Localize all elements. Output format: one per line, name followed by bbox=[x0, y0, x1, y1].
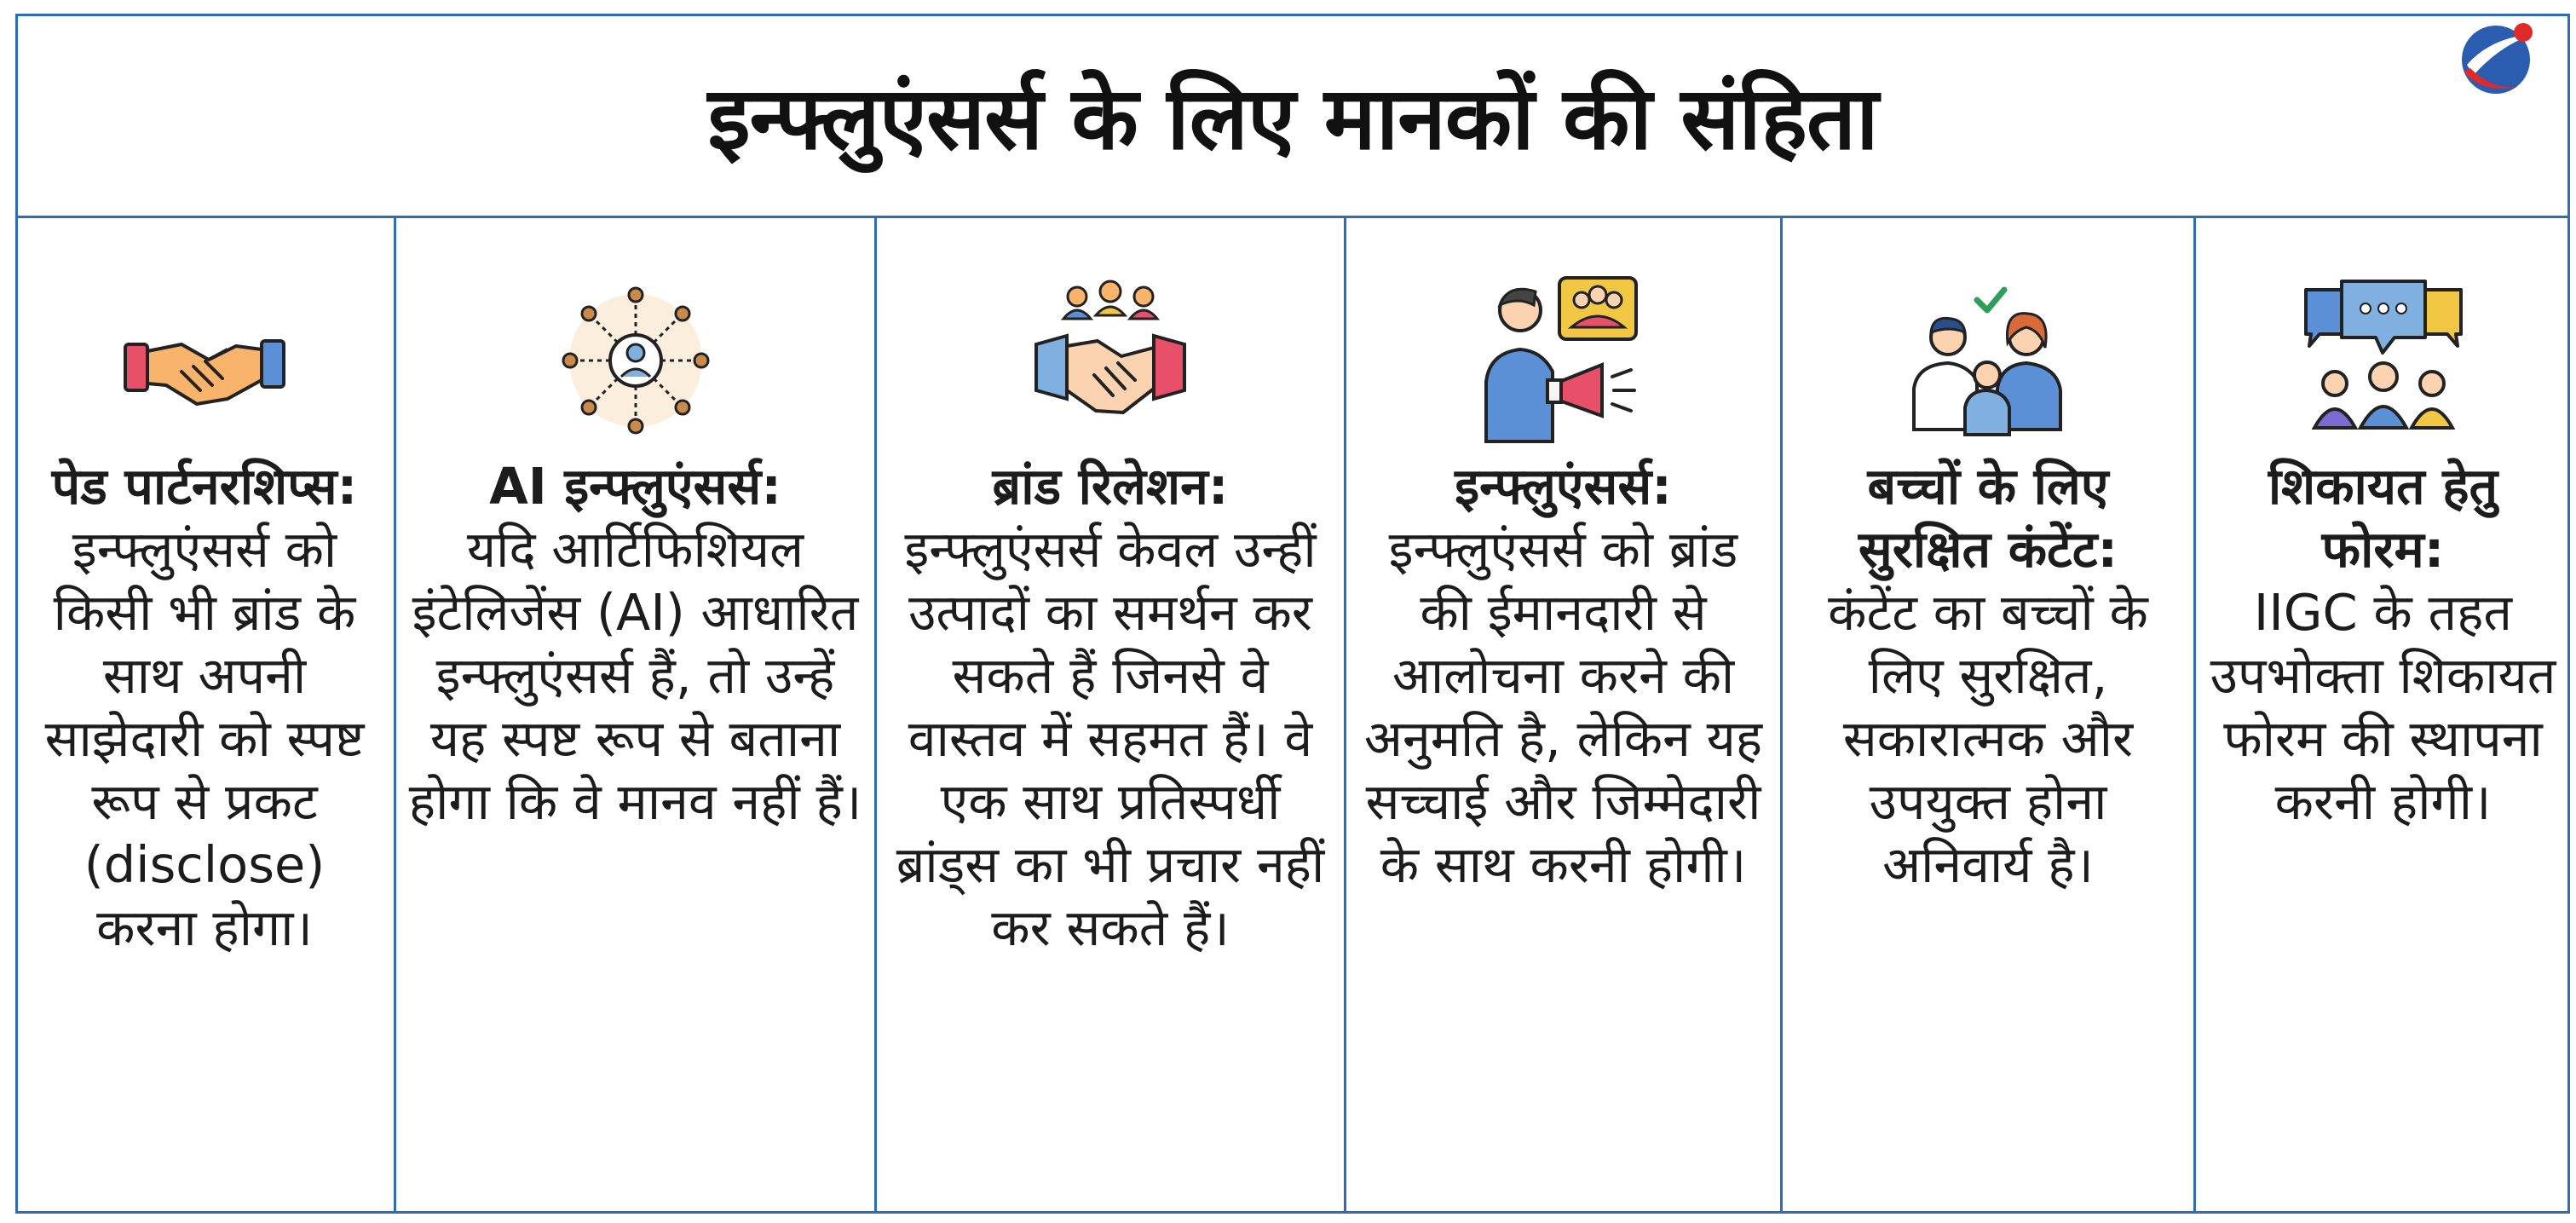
column-influencers bbox=[1346, 218, 1783, 1214]
column-body: यदि आर्टिफिशियल इंटेलिजेंस (AI) आधारित इन्फ्लुएंसर्स हैं, तो उन्हें यह स्पष्ट रूप से बताना होगा कि वे मानव नहीं हैं। bbox=[408, 520, 862, 831]
column-heading: ब्रांड रिलेशन: bbox=[992, 457, 1229, 516]
column-text bbox=[1346, 455, 1780, 897]
column-child-safe-content bbox=[1783, 218, 2196, 1214]
column-text bbox=[396, 455, 874, 834]
influencer-megaphone-icon bbox=[1474, 271, 1653, 450]
column-body: इन्फ्लुएंसर्स को किसी भी ब्रांड के साथ अपनी साझेदारी को स्पष्ट रूप से प्रकट (disclose) करना होगा। bbox=[44, 520, 365, 957]
column-complaint-forum bbox=[2196, 218, 2570, 1214]
handshake-icon bbox=[115, 271, 294, 450]
title-band bbox=[15, 14, 2570, 218]
column-heading: बच्चों के लिए सुरक्षित कंटेंट: bbox=[1858, 457, 2118, 579]
column-text bbox=[2196, 455, 2570, 834]
complaint-forum-icon bbox=[2294, 271, 2473, 450]
column-body: इन्फ्लुएंसर्स को ब्रांड की ईमानदारी से आलोचना करने की अनुमति है, लेकिन यह सच्चाई और जिम्मेदारी के साथ करनी होगी। bbox=[1363, 520, 1763, 894]
family-check-icon bbox=[1899, 271, 2078, 450]
brand-logo-icon bbox=[2448, 12, 2542, 104]
column-body: इन्फ्लुएंसर्स केवल उन्हीं उत्पादों का समर्थन कर सकते हैं जिनसे वे वास्तव में सहमत हैं। वे एक साथ प्रतिस्पर्धी ब्रांड्स का भी प्रचार नहीं कर सकते हैं। bbox=[896, 520, 1325, 957]
column-paid-partnerships bbox=[15, 218, 396, 1214]
standards-columns bbox=[15, 218, 2570, 1214]
column-heading: पेड पार्टनरशिप्स: bbox=[51, 457, 358, 516]
column-text bbox=[1783, 455, 2193, 897]
column-ai-influencers bbox=[396, 218, 877, 1214]
column-heading: AI इन्फ्लुएंसर्स: bbox=[489, 457, 781, 516]
column-brand-relation bbox=[877, 218, 1346, 1214]
page-title: इन्फ्लुएंसर्स के लिए मानकों की संहिता bbox=[707, 68, 1878, 170]
column-body: IIGC के तहत उपभोक्ता शिकायत फोरम की स्थापना करनी होगी। bbox=[2210, 583, 2556, 831]
column-text bbox=[877, 455, 1344, 960]
column-body: कंटेंट का बच्चों के लिए सुरक्षित, सकारात्मक और उपयुक्त होना अनिवार्य है। bbox=[1828, 583, 2148, 894]
column-text bbox=[15, 455, 394, 960]
ai-network-icon bbox=[546, 271, 725, 450]
brand-handshake-icon bbox=[1021, 271, 1200, 450]
column-heading: इन्फ्लुएंसर्स: bbox=[1455, 457, 1672, 516]
column-heading: शिकायत हेतु फोरम: bbox=[2268, 457, 2498, 579]
